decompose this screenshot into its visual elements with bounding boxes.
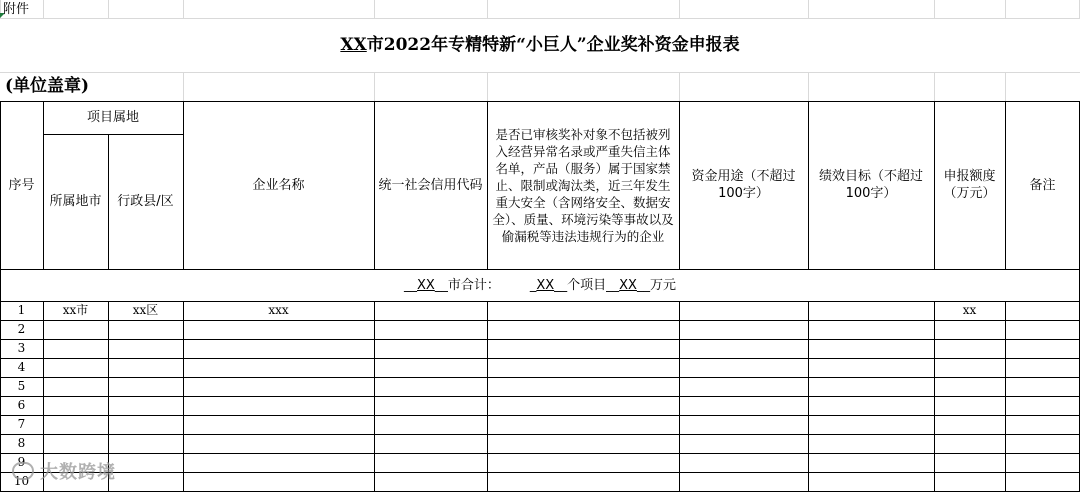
row-county[interactable] bbox=[108, 434, 183, 453]
header-company-name: 企业名称 bbox=[252, 177, 305, 193]
row-number[interactable]: 5 bbox=[17, 379, 26, 393]
row-remark[interactable] bbox=[1005, 396, 1080, 415]
row-city[interactable] bbox=[43, 377, 108, 396]
row-eligibility[interactable] bbox=[487, 358, 679, 377]
row-fund-use[interactable] bbox=[679, 415, 808, 434]
gridline bbox=[374, 72, 375, 101]
row-company[interactable] bbox=[183, 377, 374, 396]
row-fund-use[interactable] bbox=[679, 396, 808, 415]
row-city[interactable] bbox=[43, 339, 108, 358]
row-remark[interactable] bbox=[1005, 377, 1080, 396]
header-fund-use: 资金用途（不超过100字） bbox=[691, 169, 796, 201]
attachment-label: 附件 bbox=[3, 1, 30, 17]
row-goal[interactable] bbox=[808, 320, 934, 339]
gridline bbox=[934, 0, 935, 18]
gridline bbox=[183, 72, 184, 101]
row-credit-code[interactable] bbox=[374, 472, 487, 491]
total-label-unit: 万元 bbox=[649, 277, 676, 293]
row-fund-use[interactable] bbox=[679, 434, 808, 453]
total-label-projects: 个项目 bbox=[567, 277, 607, 293]
gridline bbox=[679, 72, 680, 101]
row-goal[interactable] bbox=[808, 415, 934, 434]
row-goal[interactable] bbox=[808, 301, 934, 320]
gridline bbox=[487, 0, 488, 18]
form-title bbox=[0, 18, 1080, 72]
row-number[interactable]: 7 bbox=[17, 417, 26, 431]
row-remark[interactable] bbox=[1005, 472, 1080, 491]
row-fund-use[interactable] bbox=[679, 358, 808, 377]
gridline bbox=[808, 72, 809, 101]
row-county[interactable] bbox=[108, 472, 183, 491]
row-goal[interactable] bbox=[808, 396, 934, 415]
row-amount[interactable]: xx bbox=[962, 303, 977, 317]
total-amount: XX bbox=[619, 277, 637, 293]
row-credit-code[interactable] bbox=[374, 415, 487, 434]
total-label-city: 市合计： bbox=[447, 277, 500, 293]
row-company[interactable] bbox=[183, 472, 374, 491]
row-credit-code[interactable] bbox=[374, 339, 487, 358]
row-number[interactable]: 9 bbox=[17, 455, 26, 469]
row-amount[interactable] bbox=[934, 453, 1005, 472]
row-number[interactable]: 3 bbox=[17, 341, 26, 355]
header-city: 所属地市 bbox=[49, 194, 102, 209]
row-fund-use[interactable] bbox=[679, 377, 808, 396]
row-goal[interactable] bbox=[808, 472, 934, 491]
row-amount[interactable] bbox=[934, 434, 1005, 453]
row-company[interactable] bbox=[183, 396, 374, 415]
row-eligibility[interactable] bbox=[487, 301, 679, 320]
row-fund-use[interactable] bbox=[679, 301, 808, 320]
row-fund-use[interactable] bbox=[679, 453, 808, 472]
row-eligibility[interactable] bbox=[487, 415, 679, 434]
row-credit-code[interactable] bbox=[374, 434, 487, 453]
row-goal[interactable] bbox=[808, 358, 934, 377]
row-company[interactable] bbox=[183, 320, 374, 339]
total-project-count: XX bbox=[536, 277, 555, 293]
gridline bbox=[934, 72, 935, 101]
row-city[interactable] bbox=[43, 320, 108, 339]
row-eligibility[interactable] bbox=[487, 434, 679, 453]
row-credit-code[interactable] bbox=[374, 301, 487, 320]
header-eligibility-check: 是否已审核奖补对象不包括被列入经营异常名录或严重失信主体名单，产品（服务）属于国家禁止、限制或淘汰类，近三年发生重大安全（含网络安全、数据安全）、质量、环境污染等事故以及偷漏税等违法违规行为的企业 bbox=[492, 126, 674, 244]
row-company[interactable]: xxx bbox=[268, 303, 289, 317]
row-city[interactable] bbox=[43, 415, 108, 434]
row-eligibility[interactable] bbox=[487, 320, 679, 339]
row-county[interactable] bbox=[108, 358, 183, 377]
row-goal[interactable] bbox=[808, 434, 934, 453]
row-remark[interactable] bbox=[1005, 301, 1080, 320]
row-remark[interactable] bbox=[1005, 434, 1080, 453]
row-credit-code[interactable] bbox=[374, 396, 487, 415]
row-amount[interactable] bbox=[934, 396, 1005, 415]
watermark-logo-icon bbox=[12, 462, 34, 480]
row-county[interactable] bbox=[108, 415, 183, 434]
gridline bbox=[374, 0, 375, 18]
row-eligibility[interactable] bbox=[487, 453, 679, 472]
header-project-location: 项目属地 bbox=[86, 110, 139, 125]
row-county[interactable] bbox=[108, 377, 183, 396]
row-company[interactable] bbox=[183, 358, 374, 377]
row-credit-code[interactable] bbox=[374, 453, 487, 472]
total-city: XX bbox=[417, 277, 435, 293]
row-company[interactable] bbox=[183, 339, 374, 358]
row-remark[interactable] bbox=[1005, 415, 1080, 434]
row-eligibility[interactable] bbox=[487, 472, 679, 491]
watermark-text: 大数跨境 bbox=[40, 462, 116, 483]
gridline bbox=[1005, 0, 1006, 18]
header-seq: 序号 bbox=[8, 177, 35, 193]
row-fund-use[interactable] bbox=[679, 472, 808, 491]
row-number[interactable]: 8 bbox=[17, 436, 26, 450]
gridline bbox=[679, 0, 680, 18]
title-city: XX bbox=[340, 34, 367, 55]
row-city[interactable] bbox=[43, 396, 108, 415]
gridline bbox=[808, 0, 809, 18]
row-credit-code[interactable] bbox=[374, 320, 487, 339]
title-rest: 市2022年专精特新“小巨人”企业奖补资金申报表 bbox=[366, 34, 740, 55]
row-amount[interactable] bbox=[934, 339, 1005, 358]
row-goal[interactable] bbox=[808, 453, 934, 472]
row-remark[interactable] bbox=[1005, 339, 1080, 358]
row-eligibility[interactable] bbox=[487, 339, 679, 358]
row-city[interactable]: xx市 bbox=[62, 303, 89, 317]
row-city[interactable] bbox=[43, 358, 108, 377]
row-eligibility[interactable] bbox=[487, 377, 679, 396]
gridline bbox=[487, 72, 488, 101]
row-city[interactable] bbox=[43, 434, 108, 453]
row-county[interactable] bbox=[108, 396, 183, 415]
row-fund-use[interactable] bbox=[679, 339, 808, 358]
row-amount[interactable] bbox=[934, 320, 1005, 339]
header-amount: 申报额度（万元） bbox=[943, 169, 996, 201]
row-county[interactable]: xx区 bbox=[132, 303, 159, 317]
gridline bbox=[1005, 72, 1006, 101]
header-county: 行政县/区 bbox=[117, 194, 174, 209]
row-county[interactable] bbox=[108, 453, 183, 472]
header-credit-code: 统一社会信用代码 bbox=[378, 177, 483, 193]
row-company[interactable] bbox=[183, 434, 374, 453]
row-credit-code[interactable] bbox=[374, 358, 487, 377]
row-amount[interactable] bbox=[934, 358, 1005, 377]
row-eligibility[interactable] bbox=[487, 396, 679, 415]
row-number[interactable]: 10 bbox=[13, 474, 30, 488]
row-number[interactable]: 2 bbox=[17, 322, 26, 336]
row-remark[interactable] bbox=[1005, 453, 1080, 472]
gridline bbox=[183, 0, 184, 18]
totals-row: __ XX __ 市合计： _ XX __ 个项目 __ XX __ 万元 bbox=[404, 277, 676, 293]
unit-stamp: (单位盖章) bbox=[5, 76, 90, 96]
row-company[interactable] bbox=[183, 453, 374, 472]
header-performance-goal: 绩效目标（不超过100字） bbox=[818, 169, 923, 201]
row-number[interactable]: 6 bbox=[17, 398, 26, 412]
row-number[interactable]: 1 bbox=[17, 303, 26, 317]
row-amount[interactable] bbox=[934, 415, 1005, 434]
row-company[interactable] bbox=[183, 415, 374, 434]
row-county[interactable] bbox=[108, 339, 183, 358]
row-credit-code[interactable] bbox=[374, 377, 487, 396]
row-goal[interactable] bbox=[808, 339, 934, 358]
row-amount[interactable] bbox=[934, 377, 1005, 396]
row-fund-use[interactable] bbox=[679, 320, 808, 339]
header-remark: 备注 bbox=[1029, 177, 1056, 193]
row-number[interactable]: 4 bbox=[17, 360, 26, 374]
row-county[interactable] bbox=[108, 320, 183, 339]
row-remark[interactable] bbox=[1005, 358, 1080, 377]
row-remark[interactable] bbox=[1005, 320, 1080, 339]
watermark bbox=[12, 458, 116, 484]
row-amount[interactable] bbox=[934, 472, 1005, 491]
row-goal[interactable] bbox=[808, 377, 934, 396]
